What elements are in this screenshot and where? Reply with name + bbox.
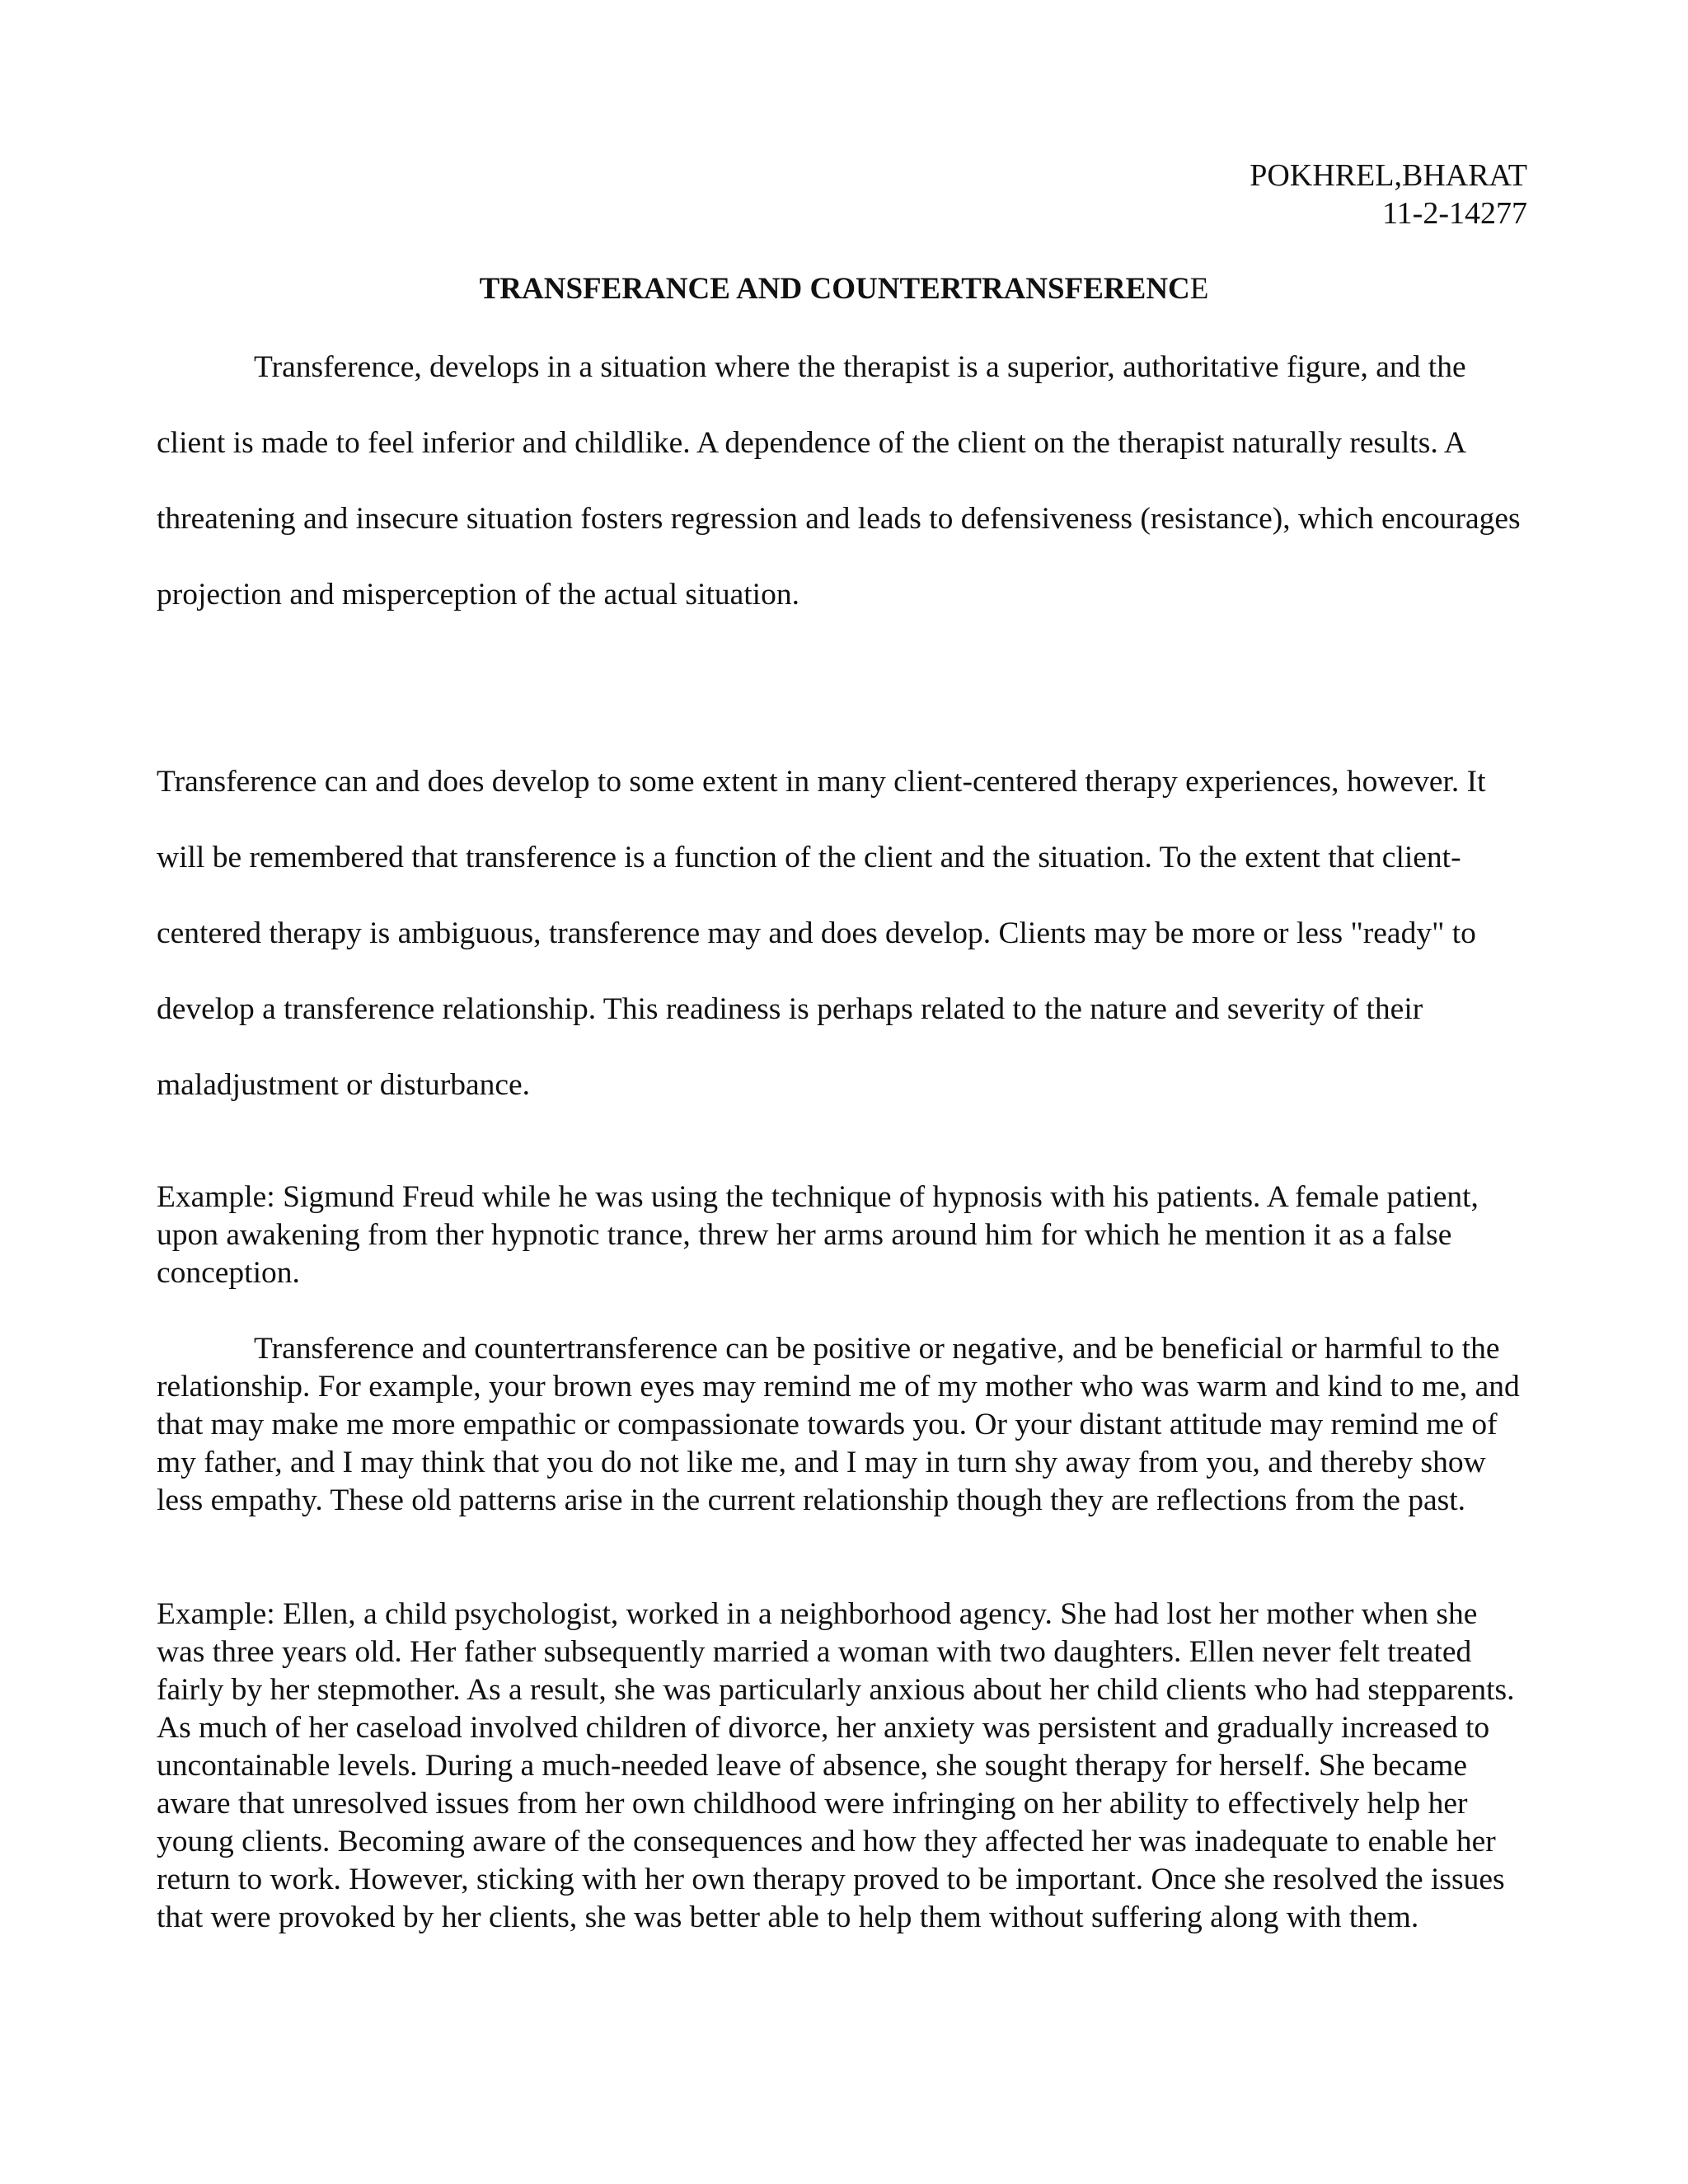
paragraph-1: Transference, develops in a situation where the therapist is a superior, authoritative figure, and the client is made to feel inferior and childlike. A dependence of the client on the therapist naturally results. A threatening and insecure situation fosters regression and leads to defensiveness (resistance), which encourages projection and misperception of the actual situation.	[157, 350, 1521, 612]
paragraph-3: Example: Sigmund Freud while he was using the technique of hypnosis with his patients. A female patient, upon awakening from ther hypnotic trance, threw her arms around him for which he mention it as a false conception.	[157, 1180, 1479, 1290]
paragraph-2: Transference can and does develop to some extent in many client-centered therapy experiences, however. It will be remembered that transference is a function of the client and the situation. To the extent that client-centered therapy is ambiguous, transference may and does develop. Clients may be more or less "ready" to develop a transference relationship. This readiness is perhaps related to the nature and severity of their maladjustment or disturbance.	[157, 765, 1486, 1102]
title-main: TRANSFERANCE AND COUNTERTRANSFERENC	[479, 272, 1190, 306]
document-title	[0, 270, 1688, 308]
title-last-letter: E	[1189, 272, 1209, 306]
paragraph-4: Transference and countertransference can be positive or negative, and be beneficial or harmful to the relationship. For example, your brown eyes may remind me of my mother who was warm and kind to me, and that may make me more empathic or compassionate towards you. Or your distant attitude may remind me of my father, and I may think that you do not like me, and I may in turn shy away from you, and thereby show less empathy. These old patterns arise in the current relationship though they are reflections from the past.	[157, 1332, 1520, 1517]
author-header	[1250, 157, 1527, 232]
student-id: 11-2-14277	[1382, 196, 1527, 231]
author-name: POKHREL,BHARAT	[1250, 158, 1527, 193]
paragraph-5: Example: Ellen, a child psychologist, worked in a neighborhood agency. She had lost her mother when she was three years old. Her father subsequently married a woman with two daughters. Ellen never felt treated fairly by her stepmother. As a result, she was particularly anxious about her child clients who had stepparents. As much of her caseload involved children of divorce, her anxiety was persistent and gradually increased to uncontainable levels. During a much-needed leave of absence, she sought therapy for herself. She became aware that unresolved issues from her own childhood were infringing on her ability to effectively help her young clients. Becoming aware of the consequences and how they affected her was inadequate to enable her return to work. However, sticking with her own therapy proved to be important. Once she resolved the issues that were provoked by her clients, she was better able to help them without suffering along with them.	[157, 1597, 1515, 1934]
